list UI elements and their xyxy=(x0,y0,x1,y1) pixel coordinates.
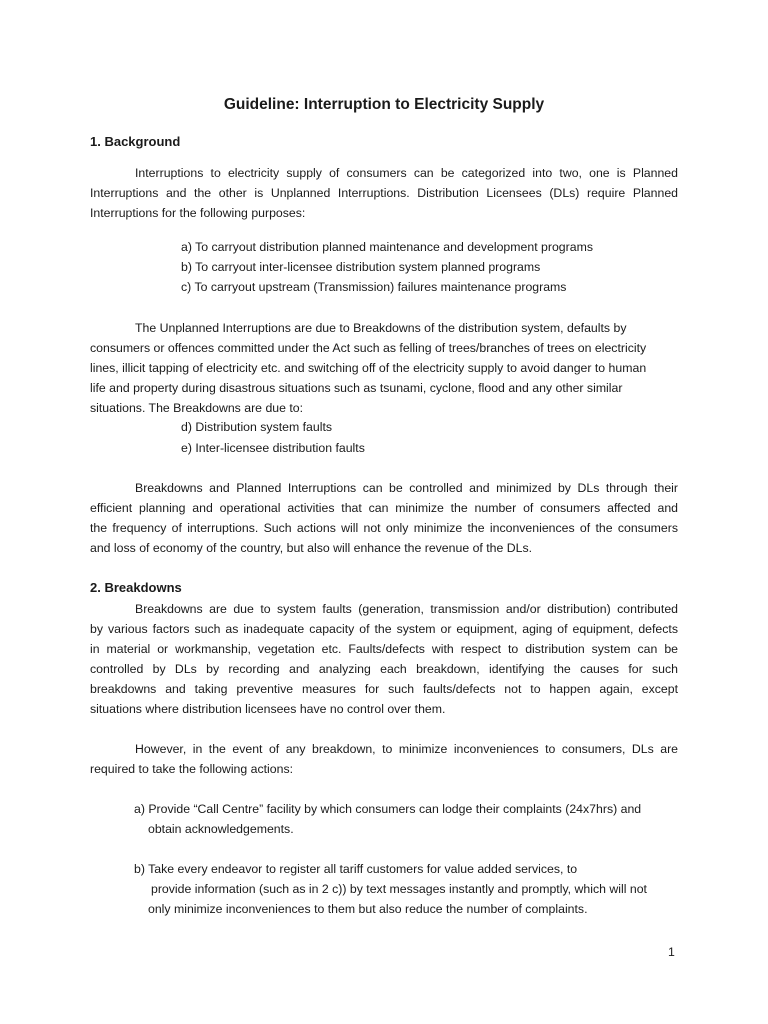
list-item-action-a: a) Provide “Call Centre” facility by which consumers can lodge their complaints (24x7hrs) and xyxy=(134,802,642,816)
text-line: However, in the event of any breakdown, to minimize inconveniences to consumers, DLs are xyxy=(135,742,678,756)
list-item-cause-d: d) Distribution system faults xyxy=(181,420,333,434)
list-item-action-b: b) Take every endeavor to register all tariff customers for value added services, to xyxy=(134,862,578,876)
page-number: 1 xyxy=(668,945,675,959)
list-item-action-b-continued: only minimize inconveniences to them but also reduce the number of complaints. xyxy=(148,902,588,916)
text-line: required to take the following actions: xyxy=(90,762,294,776)
text-line: The Unplanned Interruptions are due to Breakdowns of the distribution system, defaults by xyxy=(135,321,627,335)
text-line: and loss of economy of the country, but also will enhance the revenue of the DLs. xyxy=(90,541,533,555)
text-line: consumers or offences committed under the Act such as felling of trees/branches of trees on electricity xyxy=(90,341,647,355)
text-line: lines, illicit tapping of electricity etc. and switching off of the electricity supply to avoid danger to human xyxy=(90,361,647,375)
paragraph-background-intro xyxy=(90,163,678,223)
paragraph-breakdown-actions-intro xyxy=(90,739,678,779)
text-line: situations. The Breakdowns are due to: xyxy=(90,401,304,415)
text-line: efficient planning and operational activities that can minimize the number of consumers affected and xyxy=(90,501,678,515)
text-line: the frequency of interruptions. Such actions will not only minimize the inconveniences of the consumers xyxy=(90,521,678,535)
list-item-purpose-c: c) To carryout upstream (Transmission) failures maintenance programs xyxy=(181,280,567,294)
list-item-action-b-continued: provide information (such as in 2 c)) by text messages instantly and promptly, which will not xyxy=(151,882,647,896)
list-item-purpose-a: a) To carryout distribution planned maintenance and development programs xyxy=(181,240,593,254)
text-line: situations where distribution licensees have no control over them. xyxy=(90,702,446,716)
text-line: life and property during disastrous situations such as tsunami, cyclone, flood and any other similar xyxy=(90,381,623,395)
document-title: Guideline: Interruption to Electricity Supply xyxy=(223,96,545,113)
paragraph-breakdowns-causes xyxy=(90,599,678,719)
text-line: controlled by DLs by recording and analyzing each breakdown, identifying the causes for such xyxy=(90,662,678,676)
paragraph-control-minimize xyxy=(90,478,678,558)
text-line: Interruptions and the other is Unplanned Interruptions. Distribution Licensees (DLs) require Planned xyxy=(90,186,678,200)
text-line: Interruptions to electricity supply of consumers can be categorized into two, one is Planned xyxy=(135,166,678,180)
section-heading-breakdowns: 2. Breakdowns xyxy=(90,580,182,595)
text-line: Interruptions for the following purposes: xyxy=(90,206,306,220)
section-heading-background: 1. Background xyxy=(90,134,181,149)
list-item-action-a-continued: obtain acknowledgements. xyxy=(148,822,294,836)
list-item-purpose-b: b) To carryout inter-licensee distribution system planned programs xyxy=(181,260,541,274)
text-line: in material or workmanship, vegetation etc. Faults/defects with respect to distribution system can be xyxy=(90,642,678,656)
text-line: Breakdowns and Planned Interruptions can be controlled and minimized by DLs through their xyxy=(135,481,678,495)
paragraph-unplanned-interruptions xyxy=(90,318,678,418)
text-line: breakdowns and taking preventive measures for such faults/defects not to happen again, except xyxy=(90,682,678,696)
list-item-cause-e: e) Inter-licensee distribution faults xyxy=(181,441,365,455)
text-line: by various factors such as inadequate capacity of the system or equipment, aging of equipment, defects xyxy=(90,622,678,636)
text-line: Breakdowns are due to system faults (generation, transmission and/or distribution) contributed xyxy=(135,602,678,616)
